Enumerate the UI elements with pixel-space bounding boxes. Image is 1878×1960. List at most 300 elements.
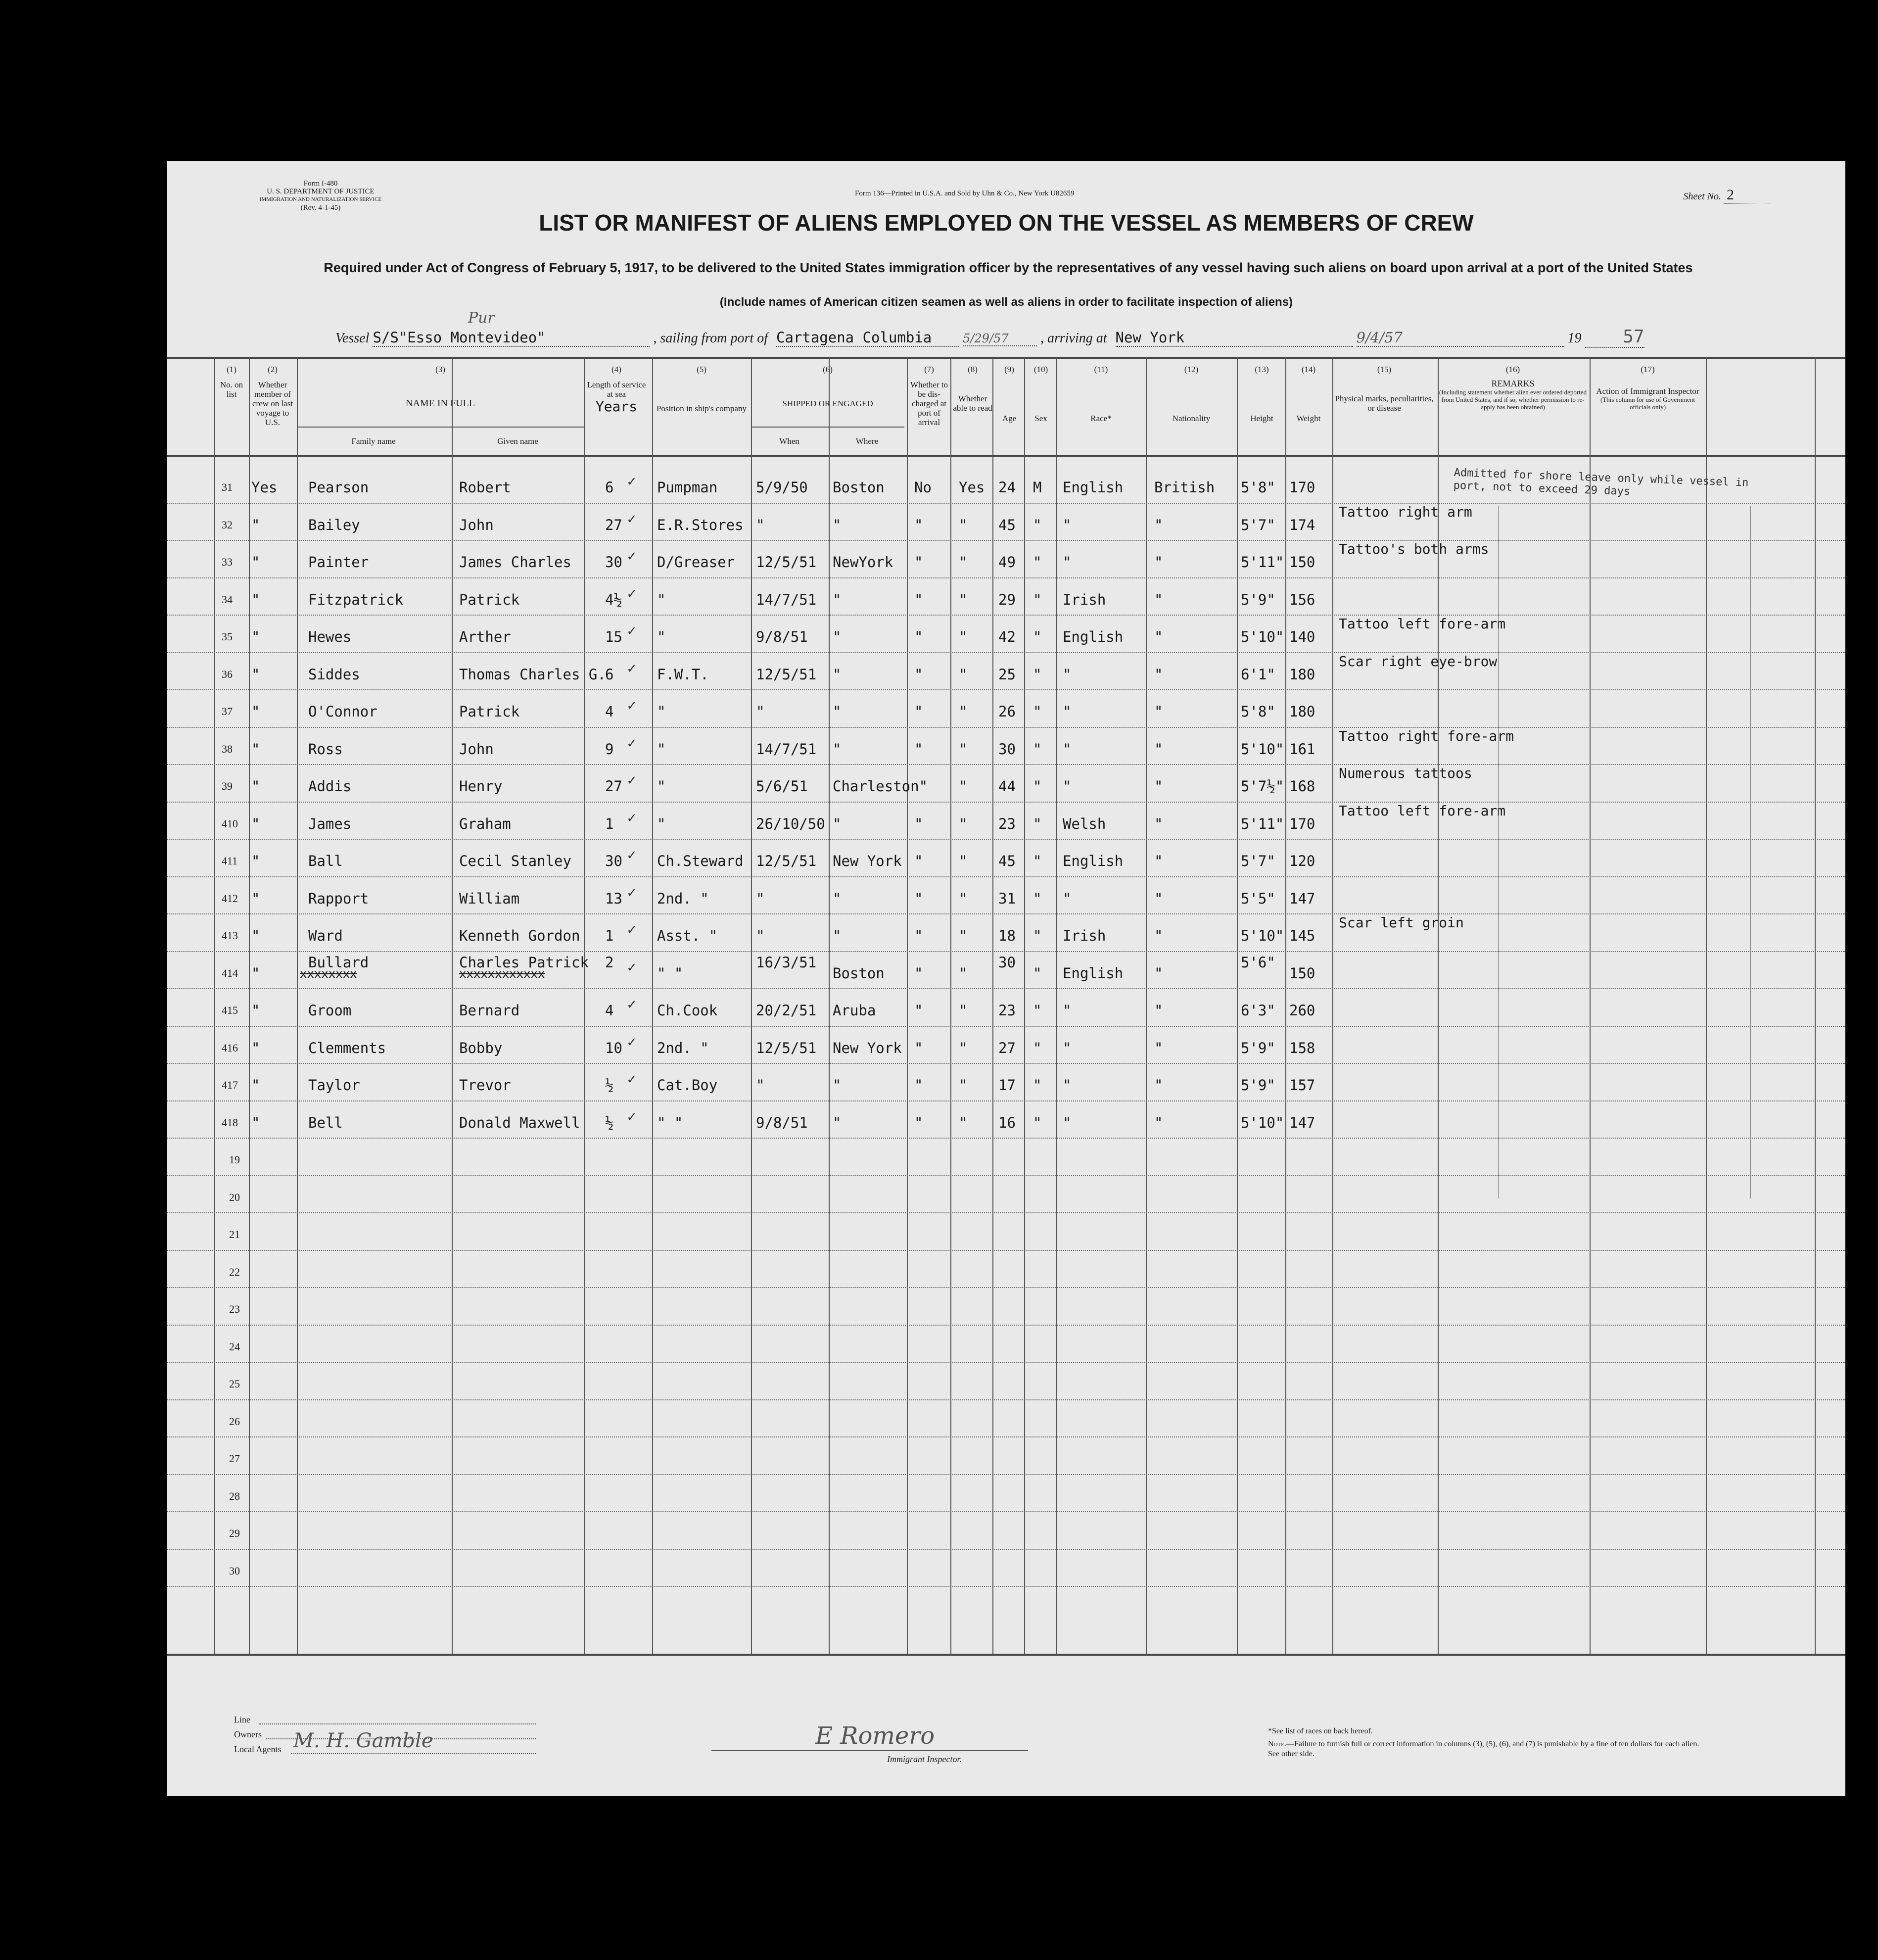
col12-header	[1147, 365, 1236, 423]
sex-cell: "	[1033, 628, 1042, 645]
position-cell: "	[657, 740, 666, 758]
weight-cell: 260	[1289, 1002, 1315, 1019]
row-rule	[167, 876, 1845, 877]
col9-header	[994, 365, 1024, 423]
service: IMMIGRATION AND NATURALIZATION SERVICE	[259, 196, 382, 202]
nationality-cell: "	[1154, 778, 1163, 795]
years-cell: 27	[605, 516, 622, 533]
sex-cell: "	[1033, 890, 1042, 907]
line-number: 21	[229, 1228, 240, 1241]
race-cell: English	[1063, 964, 1124, 982]
col12-num: (12)	[1184, 365, 1199, 374]
weight-cell: 145	[1289, 927, 1315, 944]
height-cell: 5'10"	[1241, 927, 1284, 944]
checkmark-icon: ✓	[627, 958, 636, 975]
nationality-cell: "	[1154, 628, 1163, 645]
col2-num: (2)	[268, 365, 278, 374]
able-to-read-cell: "	[959, 591, 968, 608]
nationality-cell: "	[1154, 1039, 1163, 1056]
shipped-when-cell: 16/3/51	[756, 954, 817, 971]
position-cell: Cat.Boy	[657, 1077, 718, 1094]
age-cell: 24	[998, 479, 1016, 496]
inspector-label: Immigrant Inspector.	[887, 1754, 962, 1764]
shipped-where-cell: "	[833, 740, 842, 758]
shipped-where-cell: Aruba	[833, 1002, 876, 1019]
race-cell: "	[1063, 554, 1072, 571]
col8-label: Whether able to read	[953, 394, 992, 413]
able-to-read-cell: "	[959, 703, 968, 720]
years-cell: 4	[605, 703, 614, 720]
position-cell: "	[657, 778, 666, 795]
inspector-signature: E Romero	[815, 1722, 935, 1750]
discharged-cell: "	[914, 890, 923, 907]
nationality-cell: "	[1154, 554, 1163, 571]
nationality-cell: "	[1154, 516, 1163, 533]
able-to-read-cell: "	[959, 853, 968, 869]
able-to-read-cell: "	[959, 815, 968, 832]
able-to-read-cell: "	[959, 927, 968, 944]
physical-marks-cell: Scar right eye-brow	[1339, 653, 1498, 669]
column-line	[1706, 357, 1707, 1654]
col4-num: (4)	[611, 365, 621, 374]
shipped-where-cell: "	[833, 890, 842, 907]
weight-cell: 158	[1289, 1039, 1315, 1056]
shipped-where-cell: "	[833, 1114, 842, 1131]
col5-header	[655, 365, 749, 413]
able-to-read-cell: "	[959, 1039, 968, 1056]
given-name-cell: Thomas Charles G.	[459, 666, 606, 683]
col13-header	[1238, 365, 1285, 423]
years-cell: 9	[605, 740, 614, 758]
column-line	[1285, 357, 1286, 1654]
shipped-where-cell: "	[833, 927, 842, 944]
header-bottom-border	[167, 455, 1845, 457]
page-title: LIST OR MANIFEST OF ALIENS EMPLOYED ON THE VESSEL AS MEMBERS OF CREW	[539, 210, 1474, 236]
col10-header	[1026, 365, 1056, 423]
family-name-cell: Rapport	[308, 890, 369, 907]
row-rule	[167, 1436, 1845, 1437]
sex-cell: "	[1033, 815, 1042, 832]
line-number: 28	[229, 1489, 240, 1502]
nationality-cell: "	[1154, 964, 1163, 982]
able-to-read-cell: "	[959, 1002, 968, 1019]
family-name-cell: Addis	[308, 778, 352, 795]
position-cell: D/Greaser	[657, 554, 735, 571]
row-rule	[167, 1399, 1845, 1400]
able-to-read-cell: "	[959, 1077, 968, 1094]
col11-label: Race*	[1090, 414, 1112, 423]
race-cell: "	[1063, 1002, 1072, 1019]
nationality-cell: "	[1154, 890, 1163, 907]
discharged-cell: "	[914, 1077, 923, 1094]
given-name-cell: John	[459, 516, 494, 533]
position-cell: F.W.T.	[657, 666, 709, 683]
weight-cell: 180	[1289, 703, 1315, 720]
prev-cell: "	[251, 964, 260, 982]
note-label: Note.	[1268, 1740, 1286, 1748]
height-cell: 5'7"	[1241, 853, 1275, 869]
col1-label: No. on list	[220, 380, 243, 399]
weight-cell: 161	[1289, 740, 1315, 758]
shipped-where-cell: New York	[833, 1039, 902, 1056]
checkmark-icon: ✓	[627, 809, 636, 826]
line-number: 39	[222, 780, 233, 792]
sheet-label: Sheet No.	[1683, 191, 1721, 202]
shipped-where-cell: NewYork	[833, 554, 893, 571]
height-cell: 5'9"	[1241, 1039, 1275, 1056]
height-cell: 5'8"	[1241, 703, 1275, 720]
line-number: 30	[229, 1564, 240, 1577]
prev-cell: "	[251, 1077, 260, 1094]
nationality-cell: "	[1154, 927, 1163, 944]
shipped-where-cell: Charleston"	[833, 778, 928, 795]
physical-marks-cell: Tattoo left fore-arm	[1339, 616, 1506, 632]
given-name-cell: Kenneth Gordon	[459, 927, 580, 944]
nationality-cell: "	[1154, 740, 1163, 758]
name-subheader-line	[297, 427, 584, 428]
age-cell: 49	[998, 554, 1016, 571]
prev-cell: "	[251, 1002, 260, 1019]
sheet-value: 2	[1724, 187, 1771, 204]
col10-num: (10)	[1033, 365, 1048, 374]
age-cell: 30	[998, 740, 1016, 758]
manifest-sheet	[167, 161, 1845, 1796]
sex-cell: "	[1033, 1114, 1042, 1131]
col5-num: (5)	[697, 365, 706, 374]
col11-header	[1058, 365, 1144, 423]
checkmark-icon: ✓	[627, 1107, 636, 1125]
given-name-cell: Trevor	[459, 1077, 511, 1094]
col4-unit: Years	[595, 398, 638, 415]
family-name-cell: Fitzpatrick	[308, 591, 404, 608]
line-number: 32	[222, 518, 233, 531]
shipped-when-cell: 5/6/51	[756, 778, 808, 795]
column-line	[1056, 357, 1057, 1654]
col12-label: Nationality	[1172, 414, 1211, 423]
race-cell: "	[1063, 1039, 1072, 1056]
age-cell: 45	[998, 853, 1016, 869]
able-to-read-cell: "	[959, 778, 968, 795]
family-name-cell: Clemments	[308, 1039, 386, 1056]
position-cell: 2nd. "	[657, 890, 709, 907]
race-cell: "	[1063, 890, 1072, 907]
family-name-cell: Hewes	[308, 628, 352, 645]
years-cell: ½	[605, 1077, 614, 1094]
family-name-cell: James	[308, 815, 352, 832]
height-cell: 5'8"	[1241, 479, 1275, 496]
years-cell: 6	[605, 479, 614, 496]
given-name-cell: Arther	[459, 628, 511, 645]
prev-cell: "	[251, 516, 260, 533]
sex-cell: "	[1033, 1039, 1042, 1056]
fine-note	[1268, 1739, 1703, 1759]
inspector-line	[711, 1750, 1028, 1751]
checkmark-icon: ✓	[627, 1070, 636, 1087]
given-name-cell: Patrick	[459, 703, 520, 720]
sex-cell: "	[1033, 1002, 1042, 1019]
sailing-port: Cartagena Columbia	[776, 329, 959, 347]
row-rule	[167, 577, 1845, 578]
nationality-cell: "	[1154, 703, 1163, 720]
row-rule	[167, 652, 1845, 653]
remarks-bracket	[1498, 506, 1499, 1198]
shipped-where-cell: "	[833, 591, 842, 608]
vessel-hand-note: Pur	[468, 309, 495, 327]
weight-cell: 156	[1289, 591, 1315, 608]
note-text: —Failure to furnish full or correct information in columns (3), (5), (6), and (7) is punishable by a fine of ten dollars for each alien. See other side.	[1268, 1740, 1699, 1758]
prev-cell: "	[251, 628, 260, 645]
discharged-cell: "	[914, 703, 923, 720]
weight-cell: 170	[1289, 479, 1315, 496]
col4-header	[587, 365, 646, 415]
row-rule	[167, 1138, 1845, 1139]
weight-cell: 157	[1289, 1077, 1315, 1094]
discharged-cell: "	[914, 1114, 923, 1131]
able-to-read-cell: "	[959, 890, 968, 907]
col6-when-header: When	[779, 436, 799, 446]
age-cell: 16	[998, 1114, 1016, 1131]
age-cell: 25	[998, 666, 1016, 683]
prev-cell: "	[251, 591, 260, 608]
column-line	[249, 357, 250, 1654]
shipped-when-cell: "	[756, 927, 765, 944]
owners-label: Owners	[234, 1729, 262, 1739]
row-rule	[167, 839, 1845, 840]
line-number: 416	[222, 1041, 238, 1054]
shipped-when-cell: 26/10/50	[756, 815, 825, 832]
years-cell: 13	[605, 890, 622, 907]
shipped-when-cell: 14/7/51	[756, 591, 817, 608]
age-cell: 17	[998, 1077, 1016, 1094]
discharged-cell: No	[914, 479, 932, 496]
col9-label: Age	[1002, 414, 1017, 423]
checkmark-icon: ✓	[627, 883, 636, 901]
column-line	[1332, 357, 1333, 1654]
shipped-when-cell: 12/5/51	[756, 554, 817, 571]
age-cell: 23	[998, 1002, 1016, 1019]
position-cell: E.R.Stores	[657, 516, 744, 533]
crew-table	[167, 357, 1845, 1659]
sex-cell: "	[1033, 516, 1042, 533]
line-number: 412	[222, 892, 238, 905]
row-rule	[167, 913, 1845, 914]
checkmark-icon: ✓	[627, 697, 636, 714]
height-cell: 5'5"	[1241, 890, 1275, 907]
column-line	[584, 357, 585, 1654]
form-number: Form I-480	[303, 180, 338, 188]
shipped-where-cell: "	[833, 666, 842, 683]
checkmark-icon: ✓	[627, 771, 636, 788]
vessel-name: S/S"Esso Montevideo"	[373, 329, 650, 347]
shipped-where-cell: "	[833, 815, 842, 832]
weight-cell: 150	[1289, 964, 1315, 982]
line-label: Line	[234, 1715, 250, 1724]
col3-given-header: Given name	[497, 436, 538, 446]
age-cell: 42	[998, 628, 1016, 645]
race-cell: Irish	[1063, 591, 1106, 608]
col14-num: (14)	[1301, 365, 1316, 374]
weight-cell: 147	[1289, 1114, 1315, 1131]
form-id-block	[241, 180, 400, 212]
col16-label: REMARKS	[1491, 379, 1535, 388]
prev-cell: "	[251, 666, 260, 683]
row-rule	[167, 540, 1845, 541]
years-cell: 2	[605, 954, 614, 971]
col6-header	[751, 365, 904, 408]
able-to-read-cell: "	[959, 628, 968, 645]
sex-cell: "	[1033, 666, 1042, 683]
weight-cell: 170	[1289, 815, 1315, 832]
able-to-read-cell: "	[959, 516, 968, 533]
height-cell: 5'10"	[1241, 740, 1284, 758]
race-cell: "	[1063, 1077, 1072, 1094]
family-name-cell: O'Connor	[308, 703, 377, 720]
height-cell: 5'9"	[1241, 591, 1275, 608]
shipped-when-cell: 9/8/51	[756, 628, 808, 645]
height-cell: 5'11"	[1241, 554, 1284, 571]
prev-cell: Yes	[251, 479, 278, 496]
discharged-cell: "	[914, 964, 923, 982]
line-number: 37	[222, 705, 233, 717]
checkmark-icon: ✓	[627, 846, 636, 863]
able-to-read-cell: Yes	[959, 479, 985, 496]
column-line	[907, 357, 908, 1654]
column-line	[829, 357, 830, 1654]
row-rule	[167, 1026, 1845, 1027]
line-number: 414	[222, 966, 238, 979]
row-rule	[167, 1362, 1845, 1363]
row-rule	[167, 1063, 1845, 1064]
row-rule	[167, 503, 1845, 504]
nationality-cell: "	[1154, 815, 1163, 832]
given-name-cell: William	[459, 890, 520, 907]
physical-marks-cell: Numerous tattoos	[1339, 765, 1472, 781]
physical-marks-cell: Scar left groin	[1339, 914, 1464, 931]
row-rule	[167, 1287, 1845, 1288]
shipped-when-cell: 9/8/51	[756, 1114, 808, 1131]
height-cell: 5'7½"	[1241, 778, 1284, 795]
row-rule	[167, 988, 1845, 989]
col3-label: NAME IN FULL	[406, 398, 475, 409]
years-cell: 27	[605, 778, 622, 795]
col6-num: (6)	[823, 365, 833, 374]
prev-cell: "	[251, 778, 260, 795]
line-number: 22	[229, 1265, 240, 1278]
arrival-date: 9/4/57	[1357, 329, 1564, 347]
sex-cell: "	[1033, 1077, 1042, 1094]
height-cell: 5'9"	[1241, 1077, 1275, 1094]
shipped-when-cell: 14/7/51	[756, 740, 817, 758]
race-cell: "	[1063, 740, 1072, 758]
age-cell: 30	[998, 954, 1016, 971]
shipped-when-cell: 5/9/50	[756, 479, 808, 496]
row-rule	[167, 1325, 1845, 1326]
sex-cell: "	[1033, 554, 1042, 571]
row-rule	[167, 1549, 1845, 1550]
weight-cell: 120	[1289, 853, 1315, 869]
row-rule	[167, 1250, 1845, 1251]
row-rule	[167, 1100, 1845, 1101]
agents-signature: M. H. Gamble	[293, 1729, 433, 1752]
weight-cell: 174	[1289, 516, 1315, 533]
prev-cell: "	[251, 927, 260, 944]
race-cell: "	[1063, 778, 1072, 795]
shipped-where-cell: "	[833, 1077, 842, 1094]
col2-label: Whether member of crew on last voyage to U.S.	[252, 380, 293, 427]
height-cell: 5'10"	[1241, 1114, 1284, 1131]
line-number: 29	[229, 1527, 240, 1539]
family-name-cell: Ward	[308, 927, 343, 944]
vessel-label: Vessel	[335, 331, 370, 346]
col8-num: (8)	[968, 365, 978, 374]
line-number: 34	[222, 593, 233, 606]
line-number: 24	[229, 1340, 240, 1353]
nationality-cell: "	[1154, 666, 1163, 683]
family-name-cell: Painter	[308, 554, 369, 571]
physical-marks-cell: Tattoo right fore-arm	[1339, 727, 1514, 744]
col14-header	[1286, 365, 1331, 423]
col6-label: SHIPPED OR ENGAGED	[782, 399, 873, 408]
family-name-cell: Bullard	[308, 954, 369, 971]
height-cell: 5'10"	[1241, 628, 1284, 645]
col3-family-header: Family name	[351, 436, 396, 446]
given-name-cell: John	[459, 740, 494, 758]
prev-cell: "	[251, 853, 260, 869]
year-value: 57	[1585, 327, 1644, 348]
family-name-cell: Siddes	[308, 666, 360, 683]
years-cell: 30	[605, 853, 622, 869]
row-rule	[167, 1212, 1845, 1213]
department: U. S. DEPARTMENT OF JUSTICE	[267, 188, 375, 195]
shipped-where-cell: Boston	[833, 479, 885, 496]
line-number: 36	[222, 668, 233, 680]
given-name-cell: Robert	[459, 479, 511, 496]
shipped-when-cell: "	[756, 890, 765, 907]
discharged-cell: "	[914, 853, 923, 869]
line-number: 411	[222, 855, 238, 867]
checkmark-icon: ✓	[627, 921, 636, 938]
row-rule	[167, 802, 1845, 803]
line-number: 19	[229, 1153, 240, 1166]
col8-header	[953, 365, 992, 413]
col11-num: (11)	[1094, 365, 1108, 374]
line-number: 35	[222, 630, 233, 643]
checkmark-icon: ✓	[627, 473, 636, 489]
prev-cell: "	[251, 740, 260, 758]
row-rule	[167, 727, 1845, 728]
line-number: 26	[229, 1415, 240, 1428]
position-cell: Asst. "	[657, 927, 718, 944]
nationality-cell: "	[1154, 1114, 1163, 1131]
column-line	[992, 357, 993, 1654]
position-cell: "	[657, 591, 666, 608]
checkmark-icon: ✓	[627, 510, 636, 527]
position-cell: " "	[657, 964, 683, 982]
given-name-cell: Donald Maxwell	[459, 1114, 580, 1131]
sex-cell: "	[1033, 964, 1042, 982]
col2-header	[250, 365, 295, 427]
column-line	[297, 357, 298, 1654]
col17-label: Action of Immigrant Inspector	[1596, 386, 1699, 396]
age-cell: 27	[998, 1039, 1016, 1056]
checkmark-icon: ✓	[627, 584, 636, 602]
col17-header	[1592, 365, 1703, 411]
column-line	[751, 357, 752, 1654]
line-number: 25	[229, 1378, 240, 1390]
column-line	[1237, 357, 1238, 1654]
sex-cell: "	[1033, 703, 1042, 720]
given-name-cell: Bobby	[459, 1039, 503, 1056]
